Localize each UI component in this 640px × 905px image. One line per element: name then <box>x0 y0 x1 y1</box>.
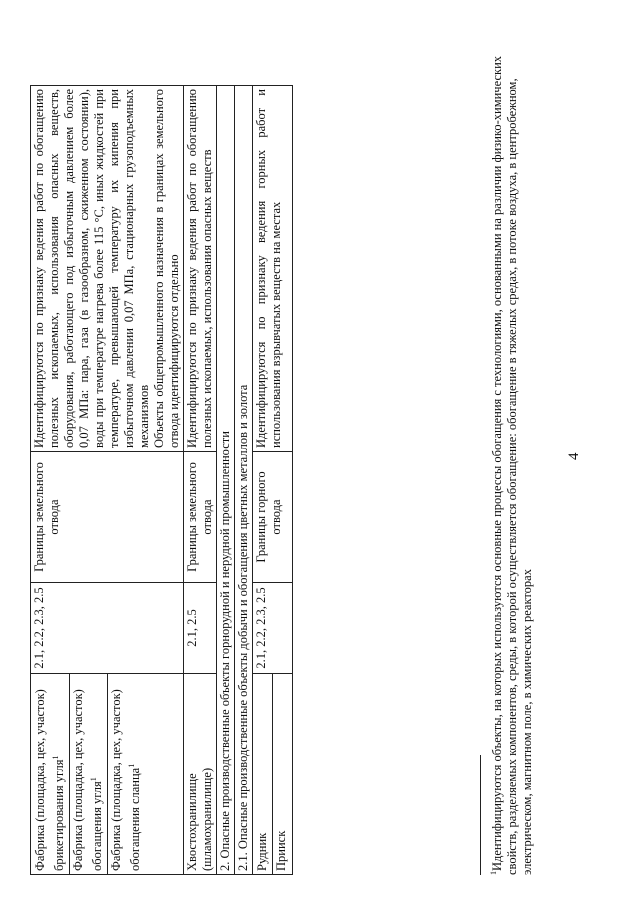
boundary-cell: Границы горного отвода <box>253 452 293 583</box>
description-cell: Идентифицируются по признаку ведения горных работ и использования взрывчатых веществ на местах <box>253 86 293 452</box>
section-row <box>217 86 235 875</box>
table-row <box>184 86 217 875</box>
section-heading: 2.1. Опасные производственные объекты добычи и обогащения цветных металлов и золота <box>235 86 253 875</box>
object-name: Прииск <box>274 830 288 871</box>
footnote-mark: 1 <box>489 871 498 875</box>
description-cell: Идентифицируются по признаку ведения работ по обогащению полезных ископаемых, использования опасных веществ <box>184 86 217 452</box>
criteria-cell: 2.1, 2.2, 2.3, 2.5 <box>253 583 293 674</box>
page-number: 4 <box>566 452 582 460</box>
footnote-text: Идентифицируются объекты, на которых используются основные процессы обогащения с технологиями, основанными на различии физико-химических свойств, разделяемых компонентов, среды, в которой осуществляется обогащение: обогащение в тяжелых средах, в потоке воздуха, в центробежном, электрическом, магнитном поле, в химических реакторах <box>490 55 535 875</box>
section-row <box>235 86 253 875</box>
object-name: Фабрика (площадка, цех, участок) обогащения угля$^1$ <box>70 674 108 874</box>
boundary-cell: Границы земельного отвода <box>31 452 184 583</box>
objects-table <box>30 85 293 875</box>
object-name: Рудник <box>254 674 273 874</box>
section-heading: 2. Опасные производственные объекты горнорудной и нерудной промышленности <box>217 86 235 875</box>
object-name: Хвостохранилище (шламохранилище) <box>185 767 214 871</box>
object-name: Фабрика (площадка, цех, участок) брикетирования угля$^1$ <box>32 674 70 874</box>
criteria-cell: 2.1, 2.5 <box>184 583 217 674</box>
footnote-divider <box>480 755 481 875</box>
table-row <box>31 86 184 875</box>
description-text: Идентифицируются по признаку ведения работ по обогащению полезных ископаемых, использования опасных веществ, оборудования, работающего под избыточным давлением более 0,07 МПа: пара, газа (в газообразном, сжиженном состоянии), воды при температуре нагрева более 115 °С, иных жидкостей при температуре, превышающей температуру их кипения при избыточном давлении 0,07 МПа, стационарных грузоподъемных механизмов <box>32 89 151 448</box>
criteria-cell: 2.1, 2.2, 2.3, 2.5 <box>31 583 184 674</box>
footnote <box>486 55 535 875</box>
table-row <box>253 86 293 875</box>
object-name-cell <box>184 674 217 875</box>
boundary-cell: Границы земельного отвода <box>184 452 217 583</box>
object-name-cell <box>31 674 184 875</box>
description-text: Объекты общепромышленного назначения в границах земельного отвода идентифицируются отдельно <box>152 89 181 448</box>
object-name: Фабрика (площадка, цех, участок) обогащения сланца$^1$ <box>109 689 143 871</box>
object-name-cell <box>253 674 293 875</box>
description-cell <box>31 86 184 452</box>
